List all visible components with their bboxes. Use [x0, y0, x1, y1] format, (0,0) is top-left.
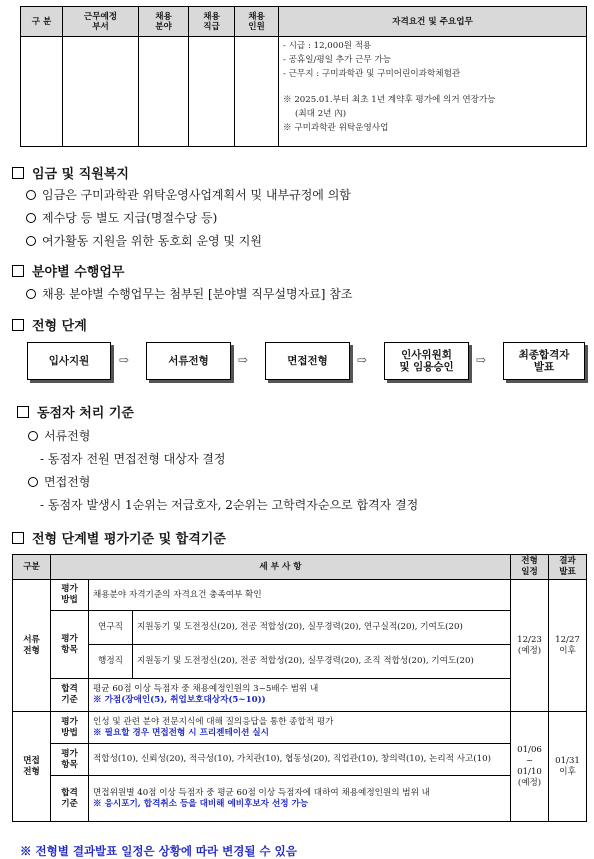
checkbox-square-icon [12, 319, 24, 331]
cell-headcount [235, 37, 279, 147]
interview-items-label: 평가 항목 [51, 744, 89, 776]
section-title: 분야별 수행업무 [32, 265, 125, 280]
section-heading-wage [12, 163, 129, 182]
admin-label: 행정직 [89, 645, 133, 679]
list-item [26, 186, 351, 203]
circle-bullet-icon [26, 213, 36, 223]
right-arrow-icon: ⇨ [238, 353, 249, 367]
header-rank: 채용 직급 [189, 7, 235, 37]
interview-result: 01/31 이후 [549, 712, 587, 822]
admin-criteria: 지원동기 및 도전정신(20), 전공 적합성(20), 실무경력(20), 조직 적합성(20), 기여도(20) [133, 645, 511, 679]
doc-schedule: 12/23 (예정) [511, 580, 549, 712]
list-item-text: 여가활동 지원을 위한 동호회 운영 및 지원 [42, 234, 262, 248]
checkbox-square-icon [12, 532, 24, 544]
tie-interview-label [28, 473, 90, 490]
researcher-label: 연구직 [89, 611, 133, 645]
header-category: 구 분 [21, 7, 63, 37]
cell-qualifications [279, 37, 587, 147]
qual-note: ※ 구미과학관 위탁운영사업 [283, 123, 389, 133]
interview-schedule: 01/06 ~ 01/10 (예정) [511, 712, 549, 822]
doc-pass-note: ※ 가점(장애인(5), 취업보호대상자(5~10)) [93, 695, 266, 705]
doc-method-label: 평가 방법 [51, 580, 89, 611]
list-item-text: 서류전형 [44, 429, 91, 443]
section-title: 전형 단계 [32, 319, 87, 334]
header-field: 채용 분야 [139, 7, 189, 37]
doc-result: 12/27 이후 [549, 580, 587, 712]
header-result: 결과 발표 [549, 555, 587, 580]
stage-committee: 인사위원회 및 임용승인 [384, 342, 469, 380]
list-item-text: 제수당 등 별도 지급(명절수당 등) [42, 211, 218, 225]
right-arrow-icon: ⇨ [357, 353, 368, 367]
doc-pass-label: 합격 기준 [51, 679, 89, 712]
interview-pass-criteria [89, 776, 511, 822]
list-item-text: 채용 분야별 수행업무는 첨부된 [분야별 직무설명자료] 참조 [42, 287, 353, 301]
interview-pass-label: 합격 기준 [51, 776, 89, 822]
section-title: 동점자 처리 기준 [37, 406, 134, 421]
header-details: 세 부 사 항 [51, 555, 511, 580]
header-headcount: 채용 인원 [235, 7, 279, 37]
circle-bullet-icon [26, 236, 36, 246]
tie-interview-rule: - 동점자 발생시 1순위는 저급호자, 2순위는 고학력자순으로 합격자 결정 [40, 498, 419, 512]
tie-doc-label [28, 427, 90, 444]
qual-line: - 시급 : 12,000원 적용 [283, 41, 372, 51]
interview-method-label: 평가 방법 [51, 712, 89, 744]
section-title: 임금 및 직원복지 [32, 167, 129, 182]
circle-bullet-icon [28, 477, 38, 487]
cell-rank [189, 37, 235, 147]
right-arrow-icon: ⇨ [476, 353, 487, 367]
doc-method: 채용분야 자격기준의 자격요건 충족여부 확인 [89, 580, 511, 611]
interview-pass-text: 면접위원별 40점 이상 득점자 중 평균 60점 이상 득점자에 대하여 채용예정인원의 범위 내 [93, 787, 430, 798]
header-category: 구분 [13, 555, 51, 580]
qual-note: ※ 2025.01.부터 최초 1년 계약후 평가에 의거 연장가능 [283, 95, 496, 105]
doc-items-label: 평가 항목 [51, 611, 89, 679]
doc-screening-label: 서류 전형 [13, 580, 51, 712]
interview-pass-note: ※ 응시포기, 합격취소 등을 대비해 예비후보자 선정 가능 [93, 798, 309, 809]
circle-bullet-icon [26, 190, 36, 200]
stage-apply: 입사지원 [27, 342, 111, 380]
stage-interview: 면접전형 [265, 342, 350, 380]
interview-label: 면접 전형 [13, 712, 51, 822]
circle-bullet-icon [28, 431, 38, 441]
stage-document: 서류전형 [146, 342, 231, 380]
tie-doc-rule: - 동점자 전원 면접전형 대상자 결정 [40, 452, 226, 466]
qual-line: - 공휴일/평일 추가 근무 가능 [283, 55, 392, 65]
interview-method-note: ※ 필요할 경우 면접전형 시 프리젠테이션 실시 [93, 727, 269, 738]
list-item [26, 232, 262, 249]
doc-pass-criteria [89, 679, 511, 712]
footnote: ※ 전형별 결과발표 일정은 상황에 따라 변경될 수 있음 [20, 844, 297, 858]
section-heading-tie [17, 402, 134, 421]
cell-field [139, 37, 189, 147]
interview-items: 적합성(10), 신뢰성(20), 적극성(10), 가치관(10), 협동성(20), 직업관(10), 창의력(10), 논리적 사고(10) [89, 744, 511, 776]
doc-pass-text: 평균 60점 이상 득점자 중 채용예정인원의 3~5배수 범위 내 [93, 684, 319, 694]
qual-line: - 근무지 : 구미과학관 및 구미어린이과학체험관 [283, 69, 461, 79]
list-item-text: 임금은 구미과학관 위탁운영사업계획서 및 내부규정에 의함 [42, 188, 351, 202]
checkbox-square-icon [12, 167, 24, 179]
list-item [26, 209, 217, 226]
section-heading-eval [12, 528, 226, 547]
header-schedule: 전형 일정 [511, 555, 549, 580]
list-item [26, 285, 352, 302]
section-title: 전형 단계별 평가기준 및 합격기준 [32, 532, 226, 547]
list-item-text: 면접전형 [44, 475, 91, 489]
interview-method-text: 인성 및 관련 분야 전문지식에 대해 질의응답을 통한 종합적 평가 [93, 716, 334, 727]
cell-department [63, 37, 139, 147]
recruitment-table [20, 6, 587, 147]
checkbox-square-icon [17, 406, 29, 418]
qual-note: (최대 2년 內) [295, 109, 347, 119]
stage-final: 최종합격자 발표 [503, 342, 585, 380]
circle-bullet-icon [26, 289, 36, 299]
evaluation-table [12, 554, 587, 822]
checkbox-square-icon [12, 265, 24, 277]
header-qualifications: 자격요건 및 주요업무 [279, 7, 587, 37]
section-heading-duty [12, 261, 124, 280]
interview-method [89, 712, 511, 744]
header-department: 근무예정 부서 [63, 7, 139, 37]
cell-category [21, 37, 63, 147]
right-arrow-icon: ⇨ [119, 353, 130, 367]
section-heading-stages [12, 315, 87, 334]
researcher-criteria: 지원동기 및 도전정신(20), 전공 적합성(20), 실무경력(20), 연구실적(20), 기여도(20) [133, 611, 511, 645]
